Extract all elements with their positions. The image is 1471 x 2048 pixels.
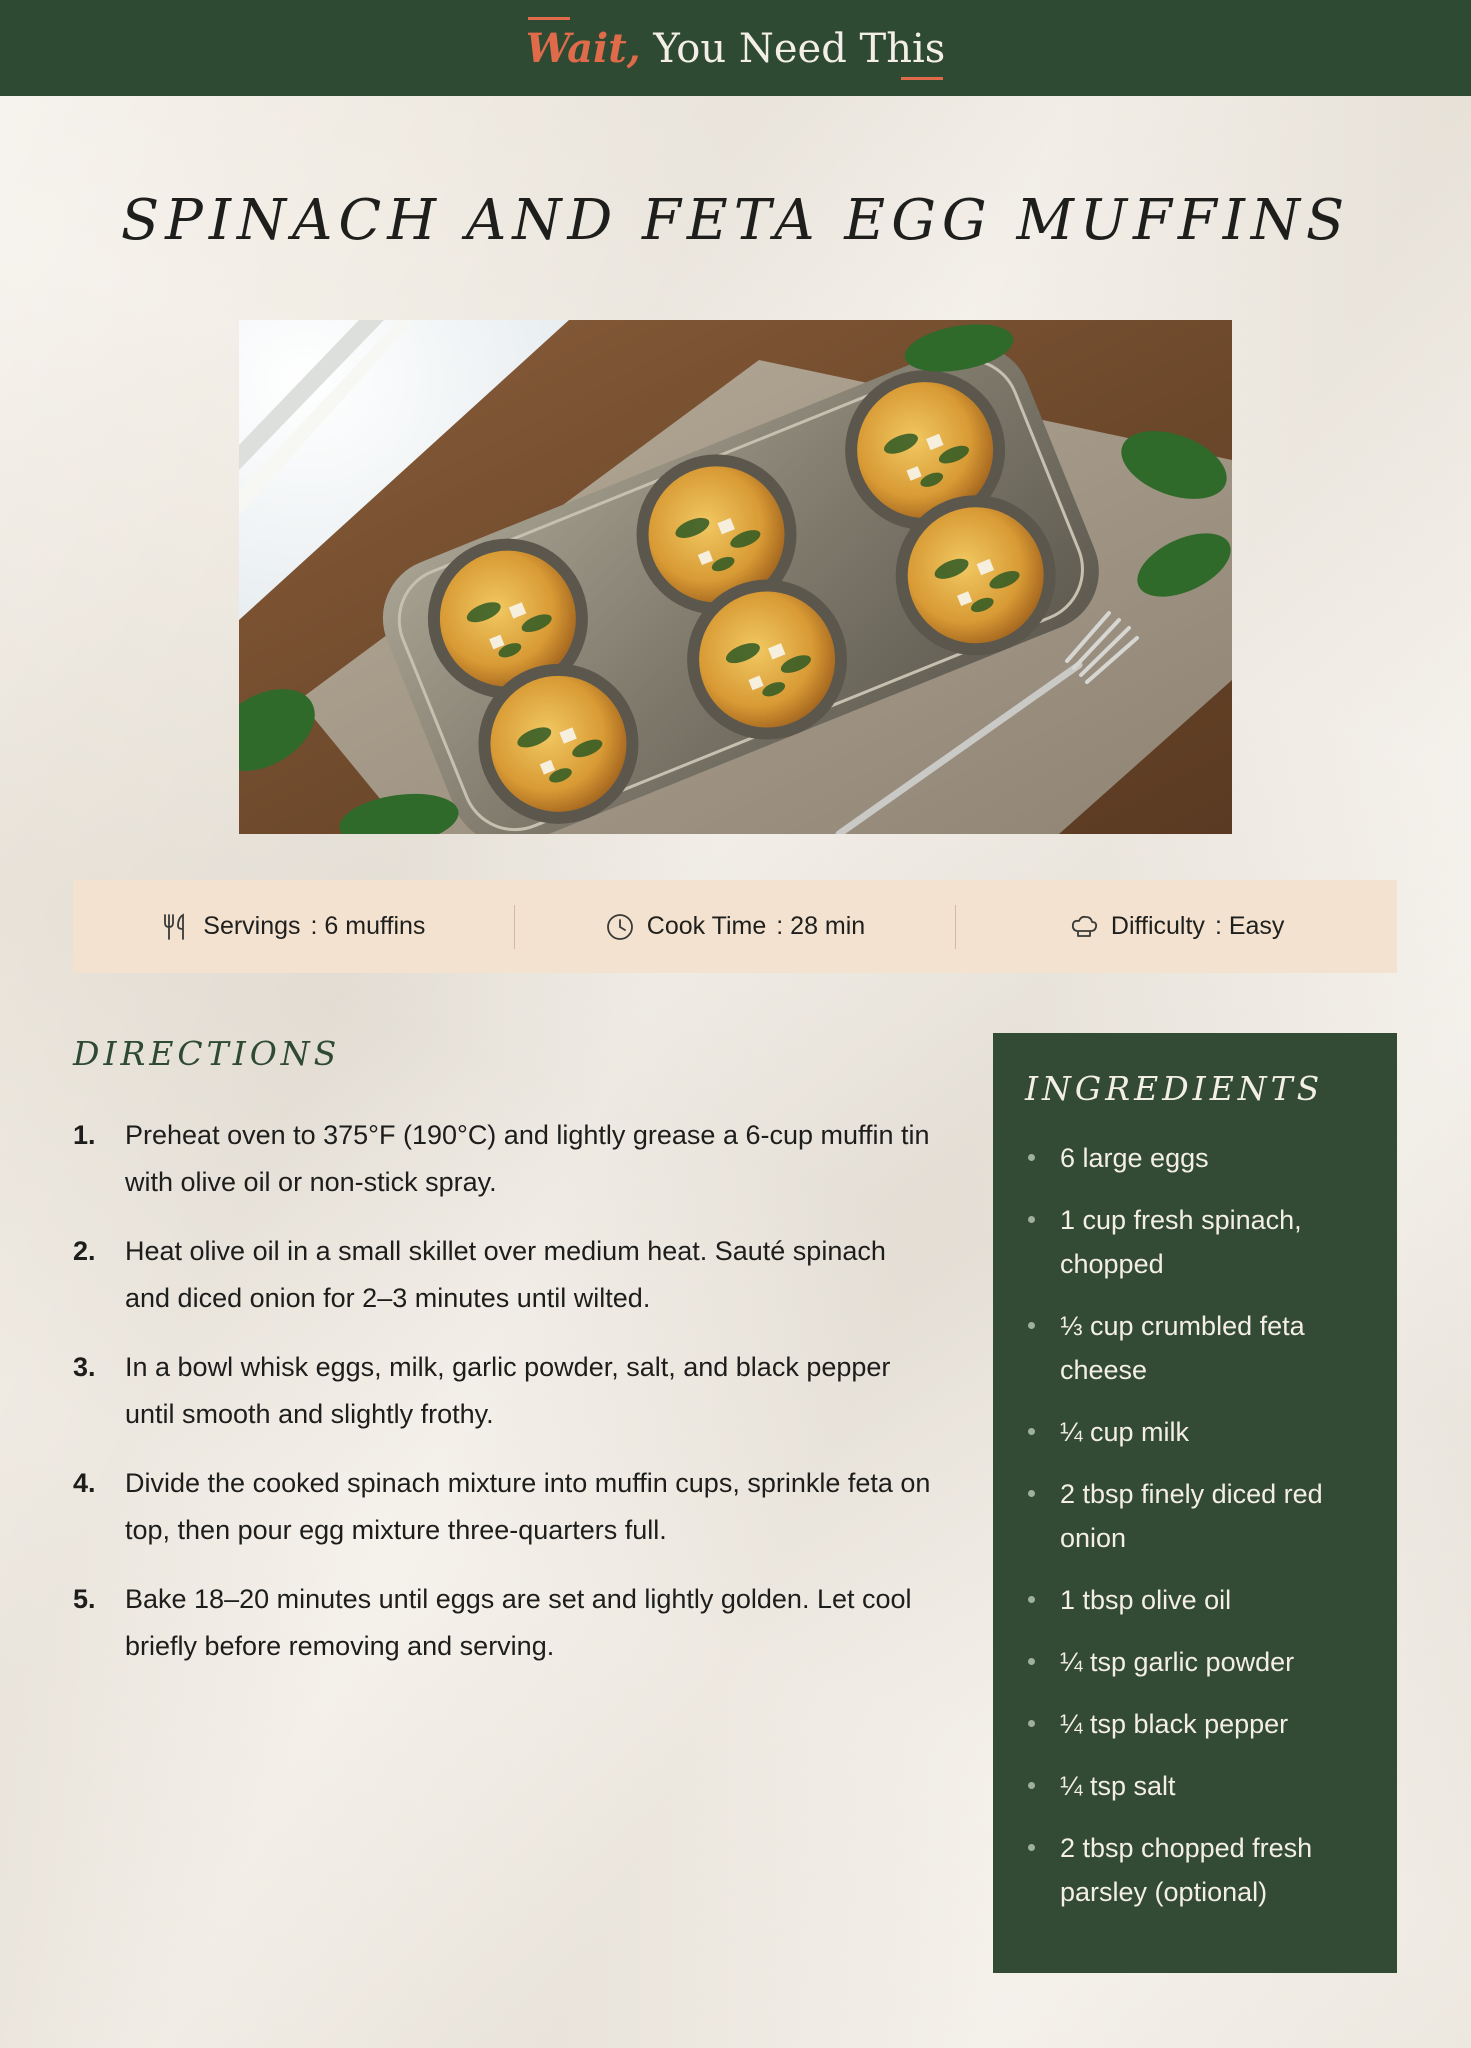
- clock-icon: [605, 912, 635, 942]
- step-text: Preheat oven to 375°F (190°C) and lightly grease a 6-cup muffin tin with olive oil or non-stick spray.: [125, 1120, 930, 1197]
- ingredients-list: [1025, 1136, 1369, 1914]
- difficulty-info: [955, 905, 1397, 949]
- direction-step: [73, 1344, 933, 1438]
- fork-knife-icon: [161, 912, 191, 942]
- step-text: Heat olive oil in a small skillet over medium heat. Sauté spinach and diced onion for 2–3 minutes until wilted.: [125, 1236, 886, 1313]
- recipe-title: SPINACH AND FETA EGG MUFFINS: [120, 188, 1351, 253]
- brand-rest-text: You Need This: [640, 25, 946, 72]
- difficulty-label: Difficulty: [1110, 912, 1205, 940]
- servings-value: : 6 muffins: [310, 912, 426, 940]
- step-text: In a bowl whisk eggs, milk, garlic powder, salt, and black pepper until smooth and slightly frothy.: [125, 1352, 891, 1429]
- ingredient-item: 6 large eggs: [1025, 1136, 1369, 1180]
- directions-list: [73, 1112, 933, 1692]
- direction-step: [73, 1576, 933, 1670]
- ingredients-heading: INGREDIENTS: [1025, 1069, 1324, 1108]
- ingredient-item: ⅓ cup crumbled feta cheese: [1025, 1304, 1369, 1392]
- ingredients-panel: [993, 1033, 1397, 1973]
- step-number: 1.: [73, 1120, 96, 1150]
- servings-label: Servings: [203, 912, 301, 940]
- directions-heading: DIRECTIONS: [73, 1034, 341, 1073]
- recipe-photo: [239, 320, 1232, 834]
- cook-time-value: : 28 min: [776, 912, 866, 940]
- step-number: 2.: [73, 1236, 96, 1266]
- brand-logo[interactable]: [526, 15, 946, 82]
- ingredient-item: ¼ tsp garlic powder: [1025, 1640, 1369, 1684]
- recipe-info-strip: [73, 880, 1397, 973]
- direction-step: [73, 1228, 933, 1322]
- step-number: 4.: [73, 1468, 96, 1498]
- ingredient-item: 1 cup fresh spinach, chopped: [1025, 1198, 1369, 1286]
- step-text: Bake 18–20 minutes until eggs are set and lightly golden. Let cool briefly before removing and serving.: [125, 1584, 912, 1661]
- step-number: 5.: [73, 1584, 96, 1614]
- ingredient-item: 1 tbsp olive oil: [1025, 1578, 1369, 1622]
- servings-info: [73, 905, 514, 949]
- ingredient-item: 2 tbsp chopped fresh parsley (optional): [1025, 1826, 1369, 1914]
- step-text: Divide the cooked spinach mixture into muffin cups, sprinkle feta on top, then pour egg mixture three-quarters full.: [125, 1468, 931, 1545]
- brand-accent-text: Wait,: [525, 24, 641, 72]
- direction-step: [73, 1112, 933, 1206]
- ingredient-item: ¼ tsp black pepper: [1025, 1702, 1369, 1746]
- chef-hat-icon: [1069, 912, 1099, 942]
- direction-step: [73, 1460, 933, 1554]
- ingredient-item: ¼ tsp salt: [1025, 1764, 1369, 1808]
- cook-time-label: Cook Time: [646, 912, 767, 940]
- step-number: 3.: [73, 1352, 96, 1382]
- cook-time-info: [514, 905, 956, 949]
- ingredient-item: 2 tbsp finely diced red onion: [1025, 1472, 1369, 1560]
- difficulty-value: : Easy: [1214, 912, 1285, 940]
- site-header: [0, 0, 1471, 96]
- ingredient-item: ¼ cup milk: [1025, 1410, 1369, 1454]
